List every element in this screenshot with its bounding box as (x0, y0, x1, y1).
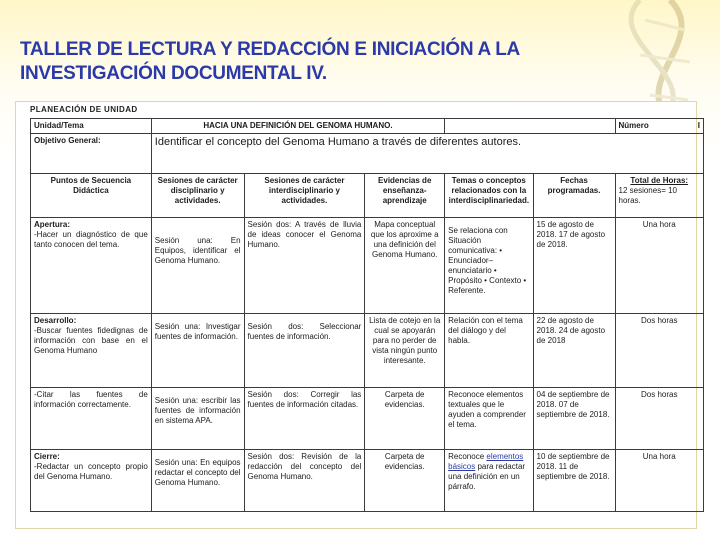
punto-title: Cierre: (34, 452, 60, 461)
numero-label: Número (618, 121, 649, 130)
unidad-value: HACIA UNA DEFINICIÓN DEL GENOMA HUMANO. (151, 119, 444, 134)
objetivo-value: Identificar el concepto del Genoma Humano a través de diferentes autores. (151, 134, 703, 174)
punto-title: Apertura: (34, 220, 71, 229)
document-header: PLANEACIÓN DE UNIDAD (30, 105, 138, 114)
cell-disciplinario: Sesión una: En equipos redactar el concepto del Genoma Humano. (151, 450, 244, 512)
col-header-interdisciplinario: Sesiones de carácter interdisciplinario y actividades. (244, 174, 365, 218)
punto-text: -Redactar un concepto propio del Genoma Humano. (34, 462, 148, 481)
col-header-puntos: Puntos de Secuencia Didáctica (31, 174, 152, 218)
table-row-citar (31, 388, 704, 450)
cell-temas: Se relaciona con Situación comunicativa: • Enunciador– enunciatario • Propósito • Contexto • Referente. (445, 218, 533, 314)
cell-fechas: 04 de septiembre de 2018. 07 de septiembre de 2018. (533, 388, 615, 450)
cell-interdisciplinario: Sesión dos: Corregir las fuentes de información citadas. (244, 388, 365, 450)
col-header-evidencias: Evidencias de enseñanza-aprendizaje (365, 174, 445, 218)
punto-text: -Citar las fuentes de información correctamente. (34, 390, 148, 409)
cell-temas: Relación con el tema del diálogo y del habla. (445, 314, 533, 388)
cell-horas: Una hora (615, 450, 704, 512)
table-row-cierre (31, 450, 704, 512)
total-horas-value: 12 sesiones= 10 horas. (618, 186, 677, 205)
temas-prefix: Reconoce (448, 452, 485, 461)
cell-evidencias: Lista de cotejo en la cual se apoyarán para no perder de vista ningún punto interesante. (365, 314, 445, 388)
cell-fechas: 15 de agosto de 2018. 17 de agosto de 2018. (533, 218, 615, 314)
cell-temas: Reconoce elementos textuales que le ayuden a comprender el tema. (445, 388, 533, 450)
temas-suffix: para redactar una definición en un párrafo. (448, 462, 526, 491)
cell-disciplinario: Sesión una: Investigar fuentes de información. (151, 314, 244, 388)
cell-horas: Dos horas (615, 314, 704, 388)
total-horas-label: Total de Horas: (630, 176, 689, 185)
punto-text: -Buscar fuentes fidedignas de información con base en el Genoma Humano (34, 326, 148, 355)
col-header-total-horas (615, 174, 704, 218)
cell-evidencias: Carpeta de evidencias. (365, 388, 445, 450)
cell-interdisciplinario: Sesión dos: A través de lluvia de ideas conocer el Genoma Humano. (244, 218, 365, 314)
unit-row (31, 119, 704, 134)
table-row-apertura (31, 218, 704, 314)
cell-punto (31, 450, 152, 512)
numero-value: I (697, 121, 700, 130)
col-header-disciplinario: Sesiones de carácter disciplinario y actividades. (151, 174, 244, 218)
cell-temas (445, 450, 533, 512)
cell-interdisciplinario: Sesión dos: Seleccionar fuentes de información. (244, 314, 365, 388)
cell-disciplinario: Sesión una: escribir las fuentes de información en sistema APA. (151, 388, 244, 450)
slide-title-line-1: TALLER DE LECTURA Y REDACCIÓN E INICIACIÓN A LA (20, 39, 520, 60)
punto-title: Desarrollo: (34, 316, 77, 325)
unidad-label: Unidad/Tema (31, 119, 152, 134)
cell-evidencias: Carpeta de evidencias. (365, 450, 445, 512)
cell-punto (31, 388, 152, 450)
objetivo-label: Objetivo General: (31, 134, 152, 174)
col-header-temas: Temas o conceptos relacionados con la interdisciplinariedad. (445, 174, 533, 218)
objective-row (31, 134, 704, 174)
cell-punto (31, 314, 152, 388)
planning-document (16, 102, 700, 528)
cell-horas: Dos horas (615, 388, 704, 450)
punto-text: -Hacer un diagnóstico de que tanto conocen del tema. (34, 230, 148, 249)
cell-fechas: 22 de agosto de 2018. 24 de agosto de 2018 (533, 314, 615, 388)
cell-evidencias: Mapa conceptual que los aproxime a una definición del Genoma Humano. (365, 218, 445, 314)
column-header-row (31, 174, 704, 218)
cell-punto (31, 218, 152, 314)
table-row-desarrollo (31, 314, 704, 388)
cell-fechas: 10 de septiembre de 2018. 11 de septiembre de 2018. (533, 450, 615, 512)
cell-disciplinario: Sesión una: En Equipos, identificar el Genoma Humano. (151, 218, 244, 314)
cell-interdisciplinario: Sesión dos: Revisión de la redacción del concepto del Genoma Humano. (244, 450, 365, 512)
temas-link[interactable]: elementos básicos (448, 452, 524, 471)
cell-horas: Una hora (615, 218, 704, 314)
planning-table (30, 118, 704, 512)
slide-title-line-2: INVESTIGACIÓN DOCUMENTAL IV. (20, 63, 327, 84)
slide-title (20, 38, 620, 86)
numero-cell (615, 119, 704, 134)
unidad-empty-cell (445, 119, 615, 134)
col-header-fechas: Fechas programadas. (533, 174, 615, 218)
